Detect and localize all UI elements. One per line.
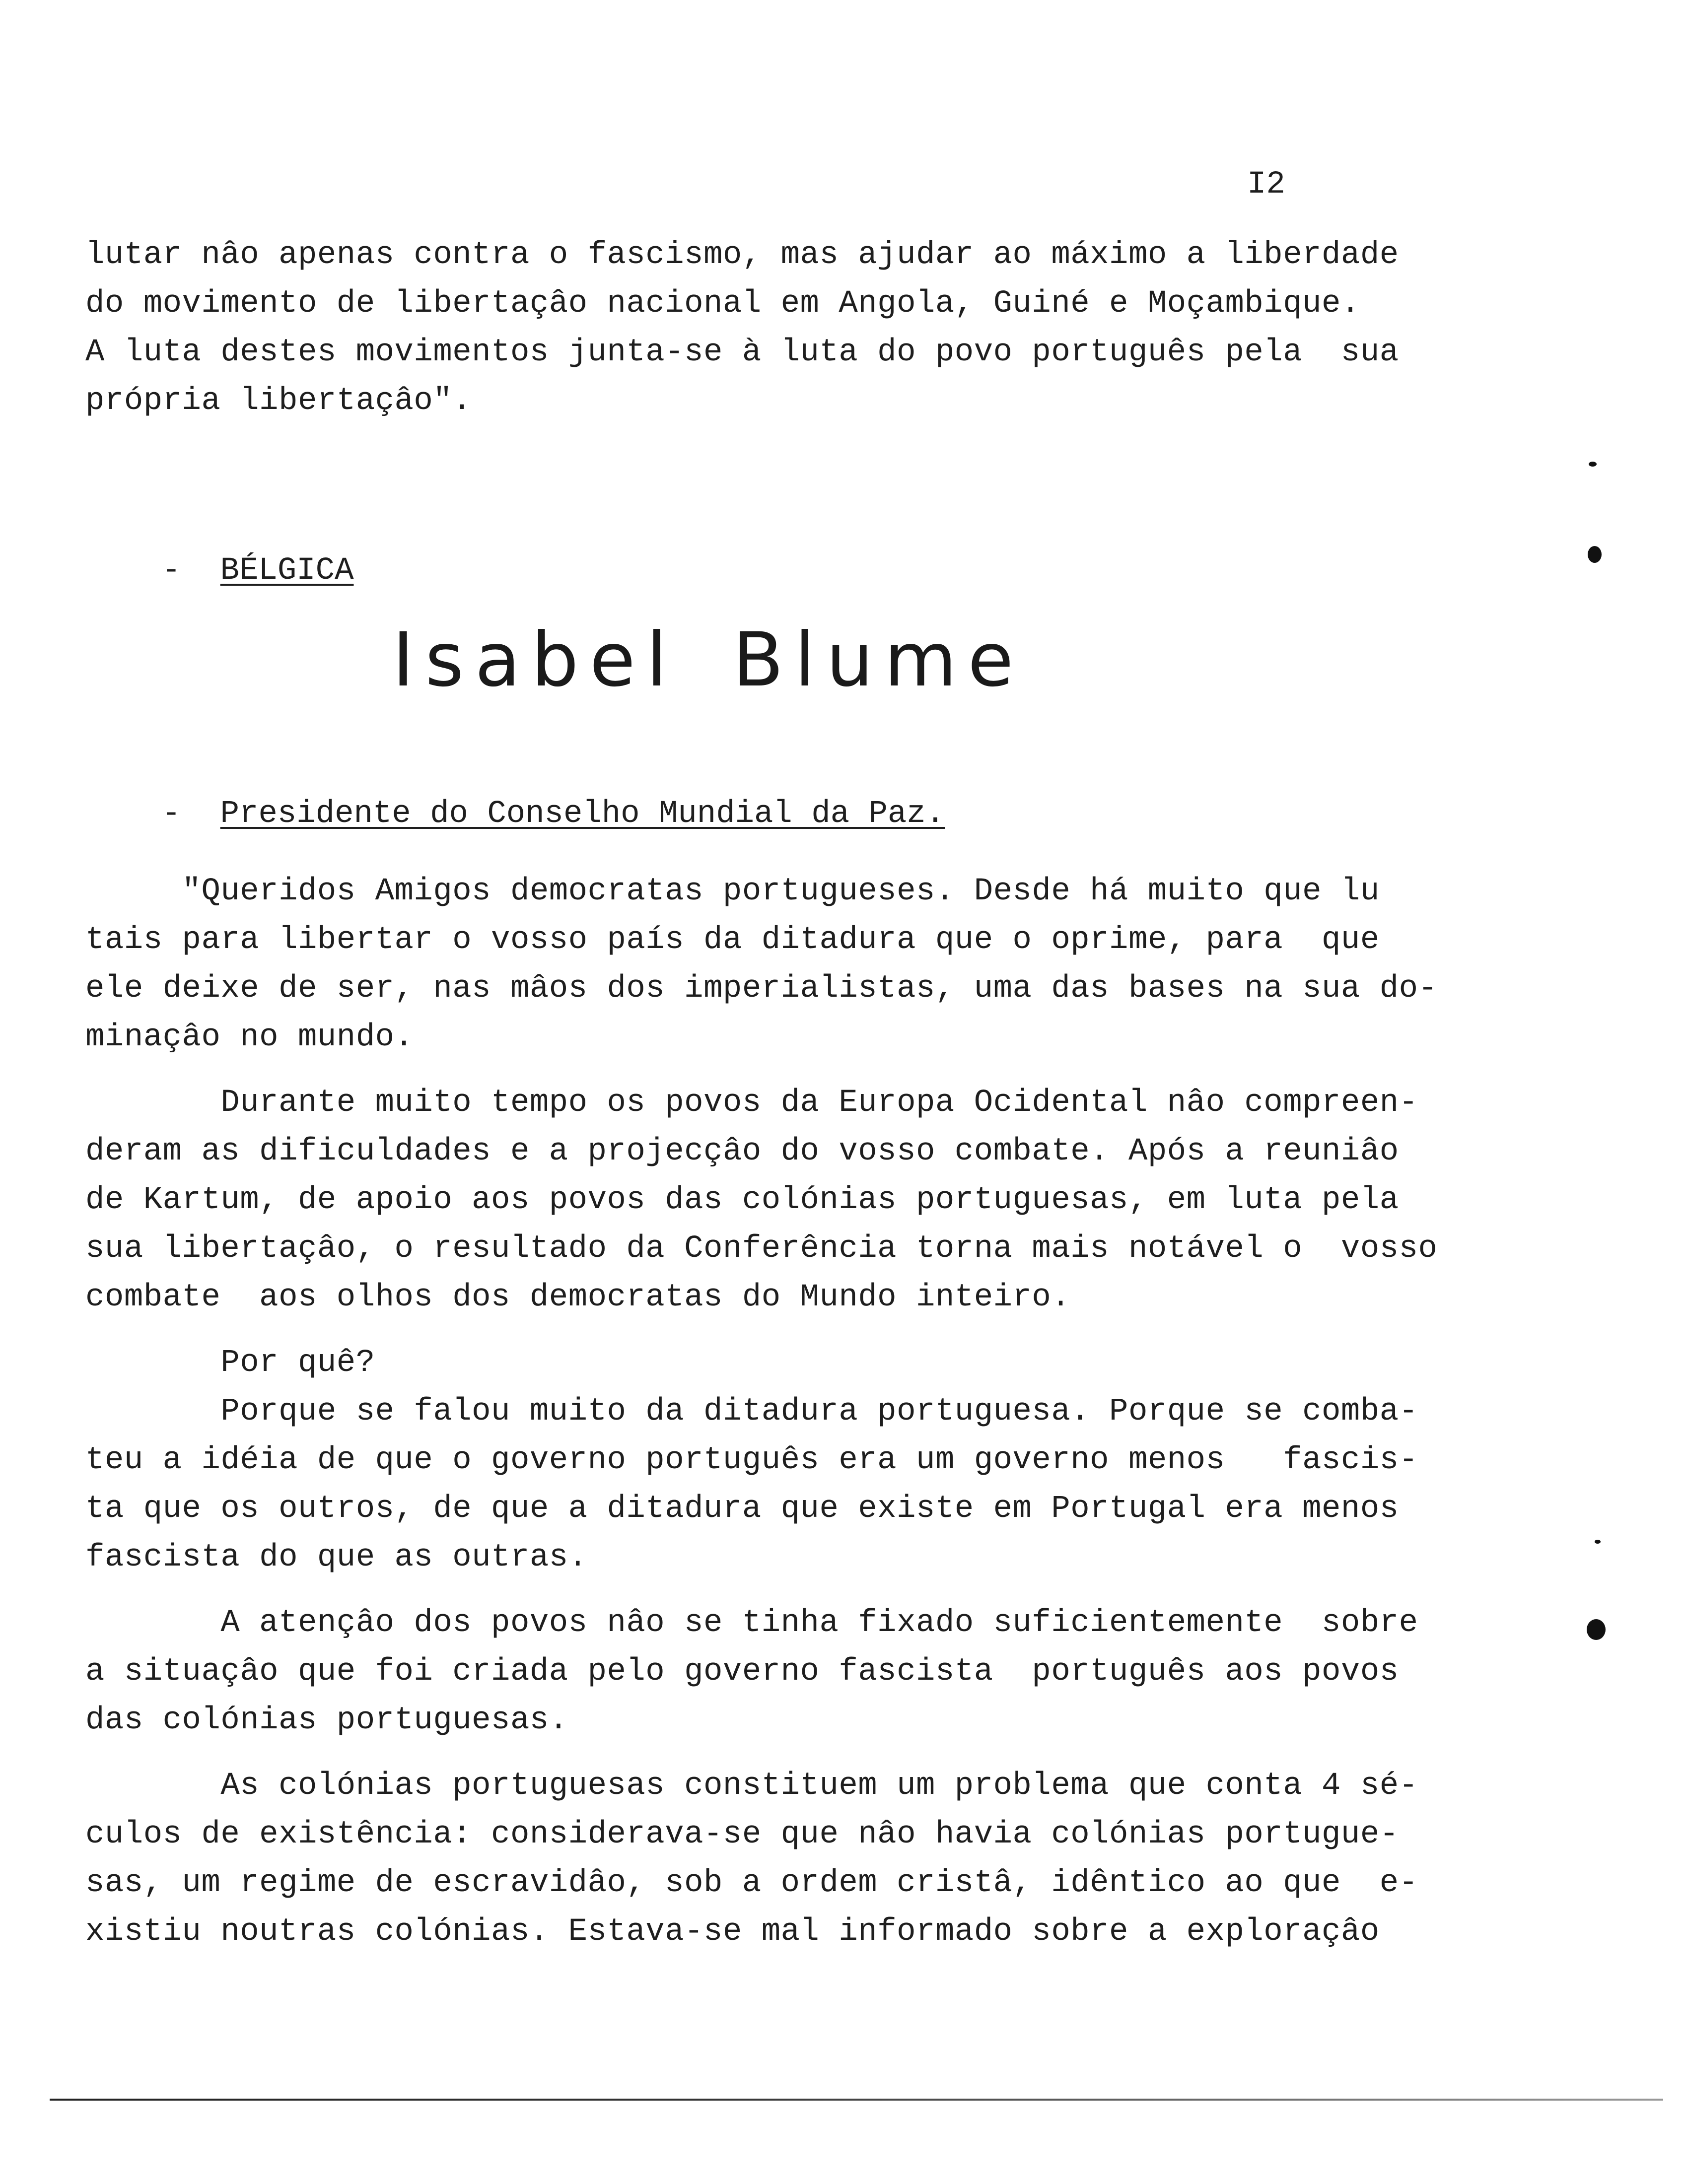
speech-line: Durante muito tempo os povos da Europa Ocidental nâo compreen- (85, 1085, 1418, 1121)
speech-line: tais para libertar o vosso país da ditadura que o oprime, para que (85, 922, 1380, 958)
speech-line: Porque se falou muito da ditadura portuguesa. Porque se comba- (85, 1394, 1418, 1430)
speech-line: sas, um regime de escravidâo, sob a ordem cristâ, idêntico ao que e- (85, 1865, 1418, 1901)
speech-line: A atençâo dos povos nâo se tinha fixado suficientemente sobre (85, 1605, 1418, 1641)
scan-speck (1588, 546, 1602, 563)
speaker-last-name: Blume (732, 617, 1025, 703)
speech-line: fascista do que as outras. (85, 1540, 588, 1575)
speech-line: das colónias portuguesas. (85, 1703, 568, 1738)
scan-speck (1589, 462, 1597, 467)
speaker-first-name: Isabel (392, 617, 678, 703)
speaker-role-heading (85, 754, 945, 874)
text-line: própria libertaçâo". (85, 383, 472, 419)
scan-speck (1587, 1619, 1606, 1640)
page-bottom-rule (50, 2099, 1663, 2101)
page-number: I2 (1247, 167, 1285, 203)
country-label: BÉLGICA (220, 553, 354, 589)
speech-line: a situaçâo que foi criada pelo governo fascista português aos povos (85, 1654, 1399, 1690)
text-line: do movimento de libertaçâo nacional em Angola, Guiné e Moçambique. (85, 286, 1360, 322)
speech-line: ele deixe de ser, nas mâos dos imperialistas, uma das bases na sua do- (85, 971, 1438, 1007)
speech-line: sua libertaçâo, o resultado da Conferência torna mais notável o vosso (85, 1231, 1438, 1267)
speech-line: "Queridos Amigos democratas portugueses. Desde há muito que lu (85, 874, 1380, 909)
speech-line: xistiu noutras colónias. Estava-se mal informado sobre a exploraçâo (85, 1914, 1380, 1950)
speaker-role: Presidente do Conselho Mundial da Paz. (220, 796, 945, 832)
speech-line: de Kartum, de apoio aos povos das colónias portuguesas, em luta pela (85, 1182, 1399, 1218)
speech-line: deram as dificuldades e a projecçâo do vosso combate. Após a reuniâo (85, 1134, 1399, 1169)
speech-line: teu a idéia de que o governo português era um governo menos fascis- (85, 1442, 1418, 1478)
heading-dash: - (161, 796, 181, 832)
text-line: lutar nâo apenas contra o fascismo, mas ajudar ao máximo a liberdade (85, 237, 1399, 273)
speaker-name-stamp (392, 615, 1025, 705)
text-line: A luta destes movimentos junta-se à luta do povo português pela sua (85, 335, 1399, 370)
speech-line: culos de existência: considerava-se que nâo havia colónias portugue- (85, 1817, 1399, 1852)
speech-line: minaçâo no mundo. (85, 1020, 414, 1055)
country-heading (85, 511, 353, 630)
scan-speck (1595, 1540, 1601, 1544)
speech-line: ta que os outros, de que a ditadura que existe em Portugal era menos (85, 1491, 1399, 1527)
heading-dash: - (161, 553, 181, 589)
speech-line: combate aos olhos dos democratas do Mundo inteiro. (85, 1280, 1071, 1315)
speech-line: As colónias portuguesas constituem um problema que conta 4 sé- (85, 1768, 1418, 1804)
speech-line: Por quê? (85, 1345, 375, 1381)
